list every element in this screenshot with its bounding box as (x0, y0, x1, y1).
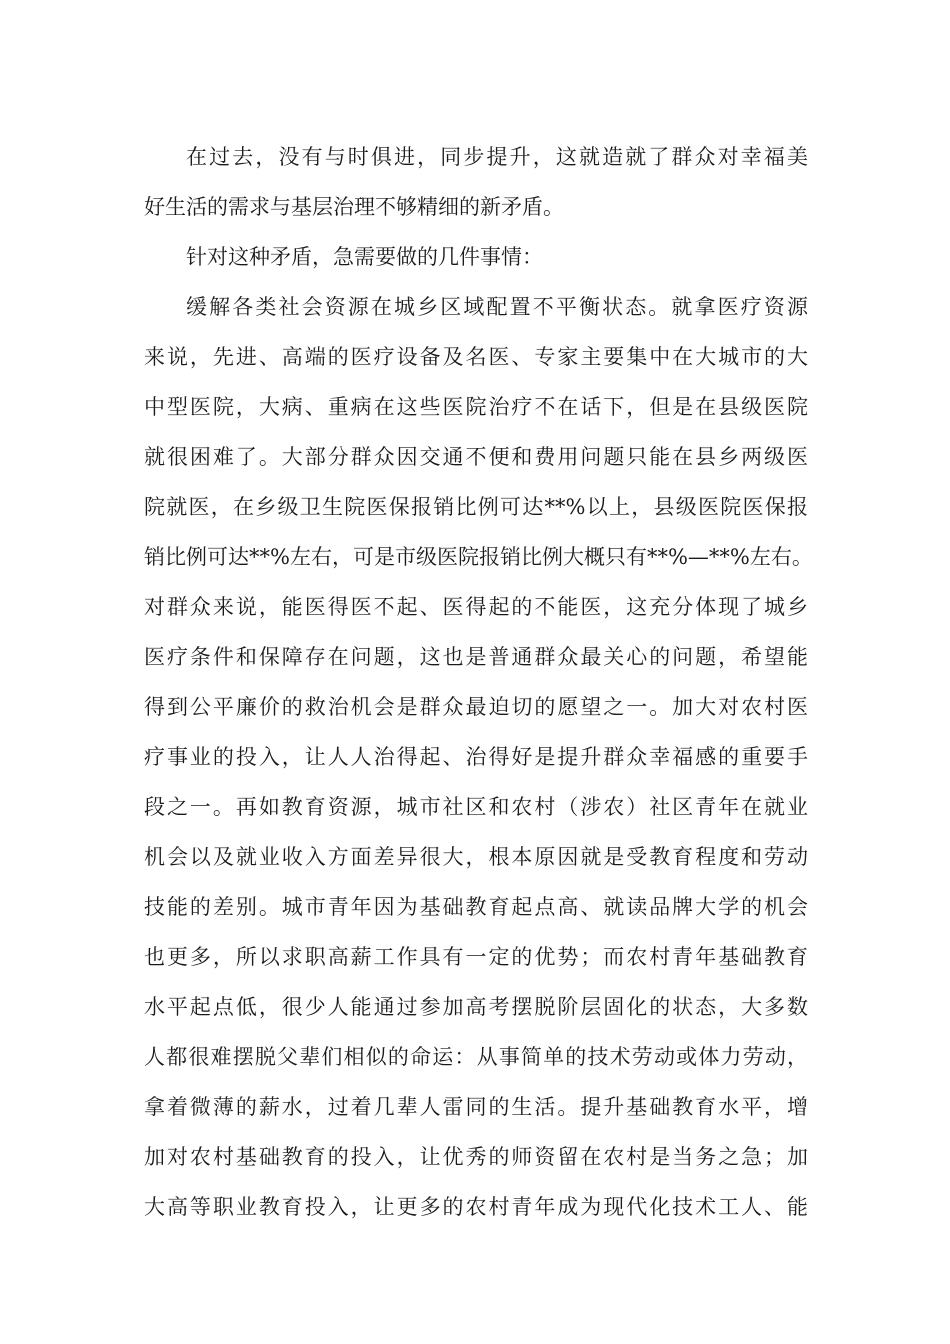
text-line: 水平起点低，很少人能通过参加高考摆脱阶层固化的状态，大多数 (144, 995, 808, 1019)
text-line: 加对农村基础教育的投入，让优秀的师资留在农村是当务之急；加 (144, 1145, 808, 1169)
text-line: 得到公平廉价的救治机会是群众最迫切的愿望之一。加大对农村医 (144, 695, 808, 719)
text-line: 人都很难摆脱父辈们相似的命运：从事简单的技术劳动或体力劳动， (144, 1045, 808, 1069)
text-line: 疗事业的投入，让人人治得起、治得好是提升群众幸福感的重要手 (144, 745, 808, 769)
paragraph-3 (144, 282, 813, 1232)
text-line: 院就医，在乡级卫生院医保报销比例可达**%以上，县级医院医保报 (144, 495, 808, 519)
text-line: 在过去，没有与时俱进，同步提升，这就造就了群众对幸福美 (186, 145, 808, 169)
text-line: 大高等职业教育投入，让更多的农村青年成为现代化技术工人、能 (144, 1195, 808, 1219)
text-line: 来说，先进、高端的医疗设备及名医、专家主要集中在大城市的大 (144, 345, 808, 369)
text-line: 也更多，所以求职高薪工作具有一定的优势；而农村青年基础教育 (144, 945, 808, 969)
text-line: 缓解各类社会资源在城乡区域配置不平衡状态。就拿医疗资源 (186, 295, 808, 319)
paragraph-1 (144, 132, 808, 232)
text-line: 针对这种矛盾，急需要做的几件事情： (186, 245, 543, 269)
text-line: 医疗条件和保障存在问题，这也是普通群众最关心的问题，希望能 (144, 645, 808, 669)
document-body (144, 132, 813, 1232)
text-line: 中型医院，大病、重病在这些医院治疗不在话下，但是在县级医院 (144, 395, 808, 419)
text-line: 段之一。再如教育资源，城市社区和农村（涉农）社区青年在就业 (144, 795, 808, 819)
text-line: 拿着微薄的薪水，过着几辈人雷同的生活。提升基础教育水平，增 (144, 1095, 808, 1119)
text-line: 机会以及就业收入方面差异很大，根本原因就是受教育程度和劳动 (144, 845, 808, 869)
text-line: 好生活的需求与基层治理不够精细的新矛盾。 (144, 195, 564, 219)
text-line: 技能的差别。城市青年因为基础教育起点高、就读品牌大学的机会 (144, 895, 808, 919)
paragraph-2 (144, 232, 808, 282)
text-line: 对群众来说，能医得医不起、医得起的不能医，这充分体现了城乡 (144, 595, 808, 619)
text-line: 销比例可达**%左右，可是市级医院报销比例大概只有**%—**%左右。 (144, 545, 813, 569)
text-line: 就很困难了。大部分群众因交通不便和费用问题只能在县乡两级医 (144, 445, 808, 469)
